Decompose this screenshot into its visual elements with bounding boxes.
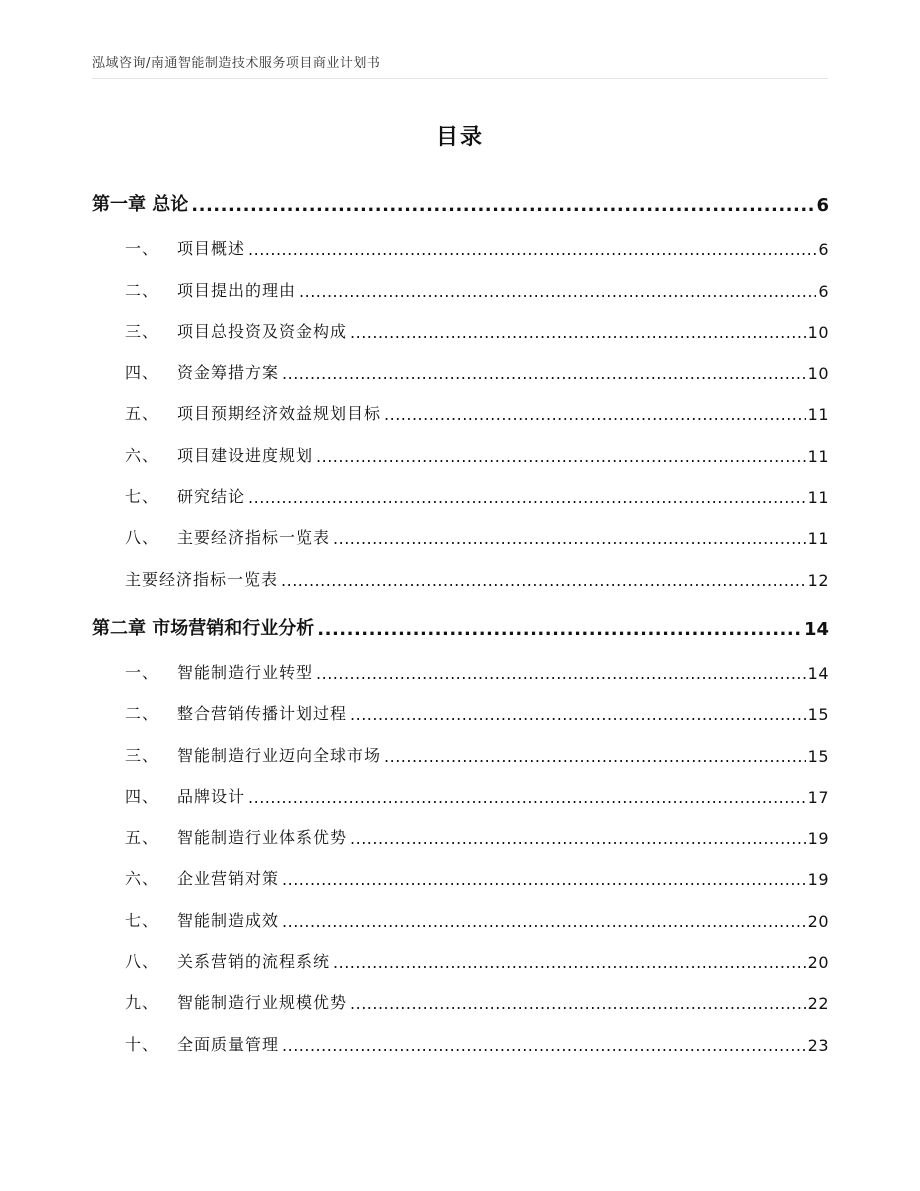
dot-leader [316,447,806,466]
toc-chapter-2[interactable] [92,604,829,650]
entry-number: 一、 [125,662,160,682]
entry-title: 全面质量管理 [177,1034,280,1054]
entry-number: 三、 [125,321,160,341]
table-of-contents [92,180,829,1063]
entry-title: 智能制造行业迈向全球市场 [177,745,382,765]
page-number: 11 [807,405,829,425]
dot-leader [317,619,802,640]
dot-leader [316,664,806,683]
entry-title: 项目提出的理由 [177,280,297,300]
entry-number: 七、 [125,487,160,507]
page-number: 14 [807,663,829,683]
toc-entry[interactable] [92,556,829,597]
entry-title: 品牌设计 [177,786,246,806]
entry-number: 四、 [125,786,160,806]
toc-entry[interactable] [92,350,829,391]
toc-entry[interactable] [92,391,829,432]
page-number: 23 [807,1035,829,1055]
entry-title: 智能制造行业转型 [177,662,314,682]
dot-leader [282,364,806,383]
dot-leader [282,912,806,931]
toc-entry[interactable] [92,691,829,732]
toc-entry[interactable] [92,897,829,938]
toc-chapter-1[interactable] [92,180,829,226]
dot-leader [350,829,806,848]
entry-title: 项目建设进度规划 [177,445,314,465]
entry-number: 八、 [125,528,160,548]
entry-number: 五、 [125,828,160,848]
dot-leader [384,405,806,424]
entry-number: 七、 [125,910,160,930]
running-header: 泓域咨询/南通智能制造技术服务项目商业计划书 [92,56,381,71]
toc-entry[interactable] [92,226,829,267]
entry-number: 二、 [125,280,160,300]
page-number: 6 [818,240,829,260]
entry-title: 智能制造行业体系优势 [177,828,348,848]
toc-entry[interactable] [92,980,829,1021]
entry-number: 四、 [125,363,160,383]
toc-entry[interactable] [92,1021,829,1062]
entry-number: 九、 [125,993,160,1013]
dot-leader [282,1036,806,1055]
dot-leader [282,870,806,889]
toc-entry[interactable] [92,650,829,691]
toc-entry[interactable] [92,856,829,897]
page-number: 15 [807,746,829,766]
entry-number: 六、 [125,445,160,465]
page-number: 19 [807,829,829,849]
entry-number: 八、 [125,952,160,972]
entry-title: 项目总投资及资金构成 [177,321,348,341]
dot-leader [299,282,816,301]
page-number: 11 [807,446,829,466]
page-number: 6 [818,281,829,301]
page-number: 12 [807,570,829,590]
toc-entry[interactable] [92,309,829,350]
toc-title: 目录 [435,125,484,150]
page-number: 14 [803,618,829,640]
entry-title: 整合营销传播计划过程 [177,704,348,724]
entry-title: 研究结论 [177,487,246,507]
entry-number: 三、 [125,745,160,765]
toc-entry[interactable] [92,939,829,980]
entry-title: 智能制造行业规模优势 [177,993,348,1013]
chapter-title: 第一章 总论 [92,194,189,215]
page-number: 19 [807,870,829,890]
dot-leader [350,705,806,724]
dot-leader [191,195,814,216]
dot-leader [248,488,806,507]
entry-title: 智能制造成效 [177,910,280,930]
entry-title: 主要经济指标一览表 [177,528,331,548]
dot-leader [333,953,806,972]
dot-leader [281,571,806,590]
dot-leader [384,747,806,766]
page-number: 10 [807,322,829,342]
page-number: 11 [807,529,829,549]
page-number: 20 [807,953,829,973]
entry-number: 六、 [125,869,160,889]
entry-number: 十、 [125,1034,160,1054]
toc-entry[interactable] [92,432,829,473]
entry-title: 主要经济指标一览表 [125,569,279,589]
toc-entry[interactable] [92,774,829,815]
dot-leader [350,994,806,1013]
entry-title: 项目预期经济效益规划目标 [177,404,382,424]
toc-entry[interactable] [92,515,829,556]
toc-entry[interactable] [92,732,829,773]
entry-number: 一、 [125,239,160,259]
toc-entry[interactable] [92,267,829,308]
page-number: 6 [816,195,829,216]
page-number: 20 [807,911,829,931]
dot-leader [333,529,806,548]
page-number: 22 [807,994,829,1014]
dot-leader [248,240,816,259]
page-number: 11 [807,488,829,508]
page-number: 17 [807,787,829,807]
entry-number: 二、 [125,704,160,724]
entry-number: 五、 [125,404,160,424]
header-divider [92,78,828,79]
entry-title: 企业营销对策 [177,869,280,889]
entry-title: 项目概述 [177,239,246,259]
dot-leader [248,788,806,807]
page-number: 15 [807,705,829,725]
toc-entry[interactable] [92,815,829,856]
entry-title: 关系营销的流程系统 [177,952,331,972]
chapter-title: 第二章 市场营销和行业分析 [92,617,315,639]
dot-leader [350,323,806,342]
toc-entry[interactable] [92,474,829,515]
entry-title: 资金筹措方案 [177,363,280,383]
page-number: 10 [807,364,829,384]
